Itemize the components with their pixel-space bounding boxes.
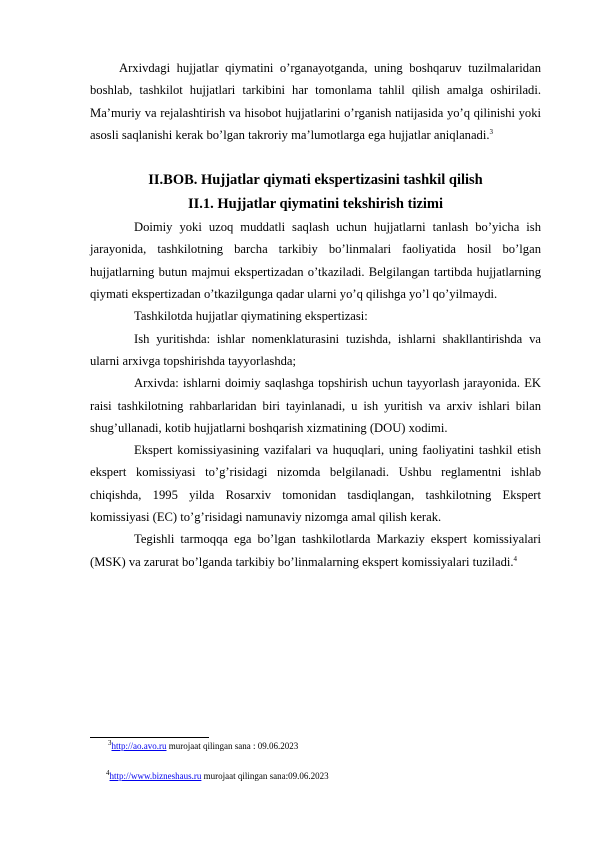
paragraph: Tashkilotda hujjatlar qiymatining ekspertizasi: bbox=[134, 309, 368, 324]
footnote-4-mark: 4 bbox=[106, 769, 110, 777]
footnote-4 bbox=[106, 771, 329, 782]
footnote-3-mark: 3 bbox=[108, 739, 112, 747]
section-title: II.1. Hujjatlar qiymatini tekshirish tizimi bbox=[187, 196, 444, 213]
footnote-4-link[interactable]: http://www.bizneshaus.ru bbox=[109, 771, 202, 781]
last-paragraph-text: Tegishli tarmoqqa ega bo’lgan tashkilotlarda Markaziy ekspert komissiyalari (MSK) va zarurat bo’lganda tarkibiy bo’linmalarning ekspert komissiyalari tuziladi. bbox=[90, 532, 541, 569]
footnote-separator bbox=[90, 737, 209, 738]
footnote-3-link[interactable]: http://ao.avo.ru bbox=[111, 741, 167, 751]
footnote-3 bbox=[108, 741, 298, 752]
footnote-4-text: murojaat qilingan sana:09.06.2023 bbox=[201, 771, 329, 781]
footnote-3-text: murojaat qilingan sana : 09.06.2023 bbox=[166, 741, 299, 751]
footnote-mark-4: 4 bbox=[513, 554, 518, 563]
document-page bbox=[90, 57, 541, 573]
last-paragraph bbox=[90, 528, 541, 573]
intro-paragraph bbox=[90, 57, 541, 146]
paragraph: Arxivda: ishlarni doimiy saqlashga topshirish uchun tayyorlash jarayonida. EK raisi tashkilotning rahbarlaridan biri tayinlanadi, u ish yuritish va arxiv ishlari bilan shug’ullanadi, kotib hujjatlarni boshqarish xizmatining (DOU) xodimi. bbox=[90, 376, 541, 435]
paragraph: Doimiy yoki uzoq muddatli saqlash uchun hujjatlarni tanlash bo’yicha ish jarayonida, tashkilotning barcha tarkibiy bo’linmalari faoliyatida hosil bo’lgan hujjatlarning butun majmui ekspertizadan o’tkaziladi. Belgilangan tartibda hujjatlarning qiymati ekspertizadan o’tkazilgunga qadar ularni yo’q qilishga yo’l qo’yilmaydi. bbox=[90, 220, 541, 302]
intro-paragraph-text: Arxivdagi hujjatlar qiymatini o’rganayotganda, uning boshqaruv tuzilmalaridan boshlab, tashkilot hujjatlari tarkibini har tomonlama tahlil qilish amalga oshiriladi. Ma’muriy va rejalashtirish va hisobot hujjatlarini o’rganish natijasida yo’q qilinishi yoki asosli saqlanishi kerak bo’lgan takroriy ma’lumotlarga ega hujjatlar aniqlanadi. bbox=[90, 61, 541, 142]
chapter-title: II.BOB. Hujjatlar qiymati ekspertizasini tashkil qilish bbox=[148, 172, 483, 189]
paragraph: Ish yuritishda: ishlar nomenklaturasini tuzishda, ishlarni shakllantirishda va ularni arxivga topshirishda tayyorlashda; bbox=[90, 331, 541, 368]
footnote-mark-3: 3 bbox=[489, 127, 493, 136]
paragraph: Ekspert komissiyasining vazifalari va huquqlari, uning faoliyatini tashkil etish ekspert komissiyasi to’g’risidagi nizomda belgilanadi. Ushbu reglamentni ishlab chiqishda, 1995 yilda Rosarxiv tomonidan tasdiqlangan, tashkilotning Ekspert komissiyasi (EC) to’g’risidagi namunaviy nizomga amal qilish kerak. bbox=[90, 443, 541, 525]
